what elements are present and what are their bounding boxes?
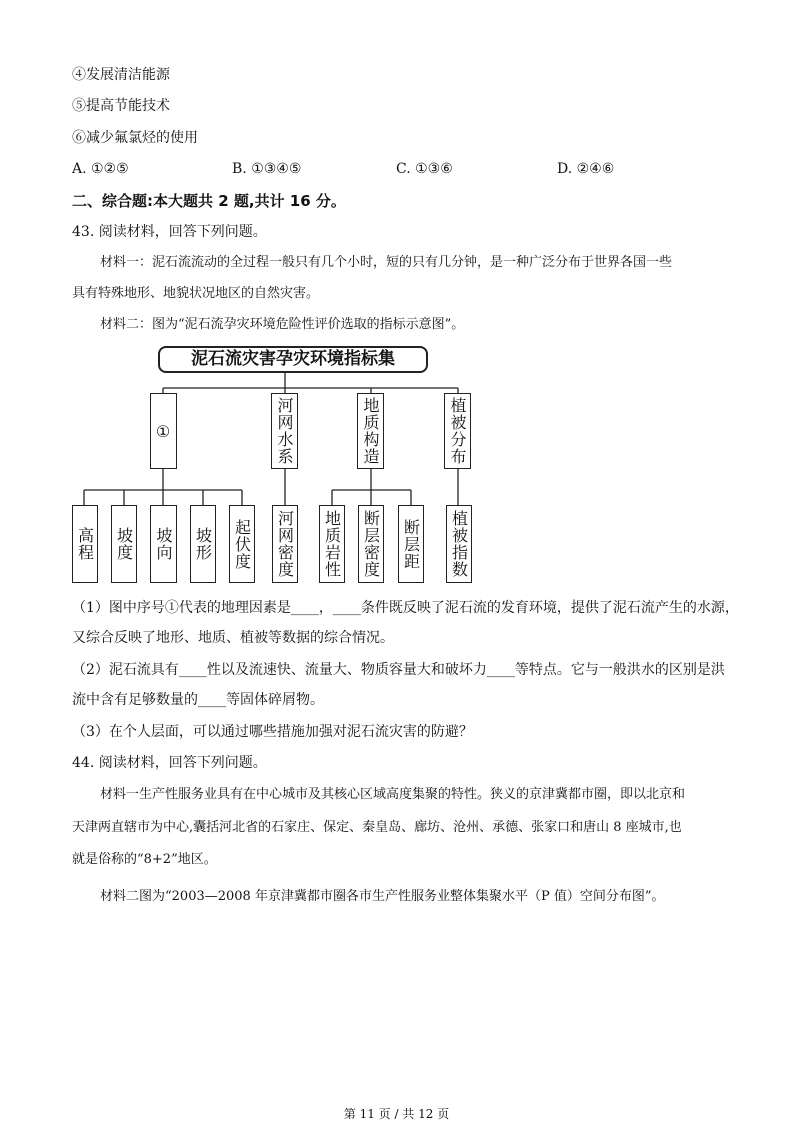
p-material-1-line1: 材料一生产性服务业具有在中心城市及其核心区域高度集聚的特性。狭义的京津冀都市圈，即以北京和	[100, 787, 686, 802]
mid-box-2: 河网水系	[271, 393, 298, 469]
choice-c: C. ①③⑥	[396, 161, 453, 177]
mid-box-3: 地质构造	[357, 393, 384, 469]
leaf-box: 植被指数	[446, 505, 472, 583]
question-43: 43. 阅读材料，回答下列问题。	[72, 224, 267, 240]
leaf-box: 坡度	[111, 505, 137, 583]
leaf-box: 地质岩性	[319, 505, 345, 583]
sub-question-1-line1: （1）图中序号①代表的地理因素是____，____条件既反映了泥石流的发育环境，提供了泥石流产生的水源，	[72, 600, 739, 616]
sub-question-1-line2: 又综合反映了地形、地质、植被等数据的综合情况。	[72, 630, 394, 646]
p-material-2: 材料二图为“2003—2008 年京津冀都市圈各市生产性服务业整体集聚水平（P 值）空间分布图”。	[100, 889, 665, 904]
choice-a: A. ①②⑤	[72, 161, 129, 177]
sub-question-2-line2: 流中含有足够数量的____等固体碎屑物。	[72, 692, 324, 708]
leaf-box: 坡向	[150, 505, 177, 583]
diagram-title: 泥石流灾害孕灾环境指标集	[158, 346, 428, 373]
mid-box-1: ①	[150, 393, 177, 469]
sub-question-2-line1: （2）泥石流具有____性以及流速快、流量大、物质容量大和破坏力____等特点。它与一般洪水的区别是洪	[72, 662, 725, 678]
leaf-box: 高程	[72, 505, 98, 583]
p-material-1-line3: 就是俗称的“8+2”地区。	[72, 852, 217, 867]
choice-d: D. ②④⑥	[557, 161, 615, 177]
sub-question-3: （3）在个人层面，可以通过哪些措施加强对泥石流灾害的防避？	[72, 724, 473, 740]
mid-box-4: 植被分布	[444, 393, 471, 469]
material-2: 材料二：图为“泥石流孕灾环境危险性评价选取的指标示意图”。	[100, 317, 465, 332]
leaf-box: 坡形	[190, 505, 216, 583]
material-1-line2: 具有特殊地形、地貌状况地区的自然灾害。	[72, 286, 320, 301]
p-material-1-line2: 天津两直辖市为中心,囊括河北省的石家庄、保定、秦皇岛、廊坊、沧州、承德、张家口和唐山 8 座城市,也	[72, 820, 682, 835]
leaf-box: 断层密度	[358, 505, 384, 583]
section-heading: 二、综合题:本大题共 2 题,共计 16 分。	[72, 192, 346, 210]
page-footer: 第 11 页 / 共 12 页	[343, 1107, 450, 1121]
choice-b: B. ①③④⑤	[232, 161, 302, 177]
option-5: ⑤提高节能技术	[72, 98, 170, 114]
question-44: 44. 阅读材料，回答下列问题。	[72, 755, 267, 771]
material-1-line1: 材料一：泥石流流动的全过程一般只有几个小时，短的只有几分钟，是一种广泛分布于世界各国一些	[100, 255, 673, 270]
leaf-box: 断层距	[398, 505, 424, 583]
option-6: ⑥减少氟氯烃的使用	[72, 130, 198, 146]
leaf-box: 河网密度	[272, 505, 298, 583]
leaf-box: 起伏度	[229, 505, 255, 583]
option-4: ④发展清洁能源	[72, 67, 170, 83]
